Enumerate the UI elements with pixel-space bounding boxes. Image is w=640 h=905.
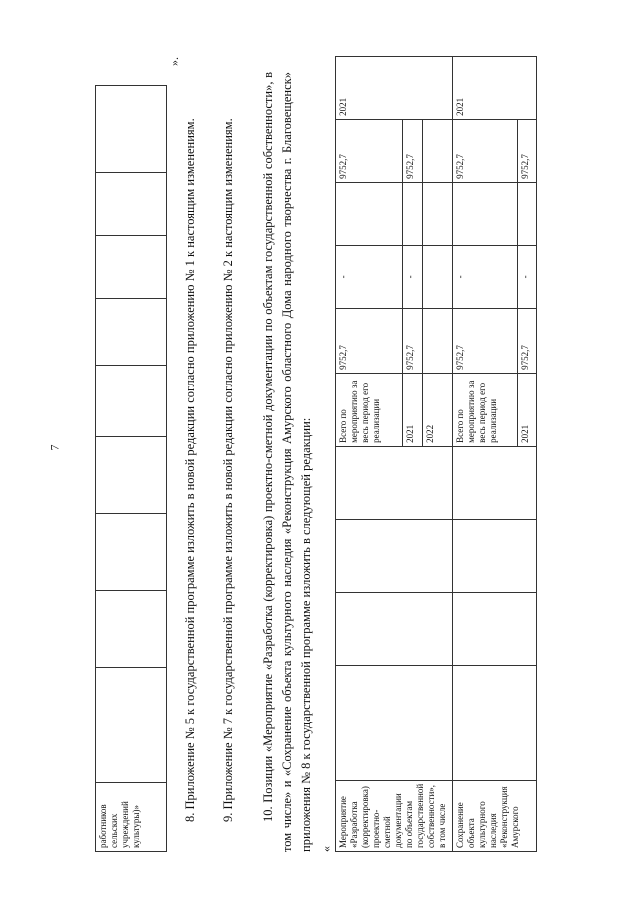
row1-sub1-total: 9752,7 <box>403 308 423 373</box>
table-cell <box>453 665 537 780</box>
table-cell <box>403 182 423 245</box>
paragraph-8 <box>181 72 200 852</box>
table-cell <box>336 446 453 519</box>
cell-line: учреждений <box>120 801 130 848</box>
row1-total: 9752,7 <box>336 308 403 373</box>
closing-quote: ». <box>167 57 181 66</box>
table-row <box>453 56 518 851</box>
main-table <box>335 56 537 852</box>
table-cell <box>96 437 167 514</box>
table-cell <box>336 519 453 592</box>
table-cell <box>518 182 537 245</box>
row1-dash: - <box>336 245 403 308</box>
row1-name: Мероприятие «Разработка (корректировка) проектно-сметной документации по объектам государственной собственности», в том числе <box>336 780 453 851</box>
cell-line: культуры)» <box>131 805 141 848</box>
table-cell <box>422 308 452 373</box>
table-cell <box>96 668 167 783</box>
table-cell <box>453 446 537 519</box>
cell-line: работников <box>98 804 108 848</box>
row1-period-label: Всего по мероприятию за весь период его реализации <box>336 373 403 446</box>
table-cell <box>422 182 452 245</box>
table-cell <box>422 245 452 308</box>
table-cell <box>96 299 167 366</box>
paragraph-10 <box>259 72 316 852</box>
row2-dash: - <box>453 245 518 308</box>
row2-sub1-dash: - <box>518 245 537 308</box>
cell-line: сельских <box>109 813 119 848</box>
row2-sub1-period: 2021 <box>518 373 537 446</box>
row1-sub1-value: 9752,7 <box>403 119 423 182</box>
row1-sub2-period: 2022 <box>422 373 452 446</box>
row1-year: 2021 <box>336 56 453 119</box>
table-cell <box>96 366 167 437</box>
top-table-first-cell <box>96 783 167 852</box>
paragraph-9 <box>219 72 238 852</box>
table-cell <box>96 236 167 299</box>
row2-name: Сохранение объекта культурного наследия «Реконструкция Амурского <box>453 780 537 851</box>
table-row <box>336 56 403 851</box>
top-table-fragment <box>95 85 167 852</box>
opening-quote: « <box>319 846 333 852</box>
table-cell <box>96 86 167 173</box>
table-cell <box>96 173 167 236</box>
table-cell <box>422 119 452 182</box>
paragraph-8-text: 8. Приложение № 5 к государственной программе изложить в новой редакции согласно приложению № 1 к настоящим изменениям. <box>183 118 197 822</box>
row2-year: 2021 <box>453 56 537 119</box>
paragraph-9-text: 9. Приложение № 7 к государственной программе изложить в новой редакции согласно приложению № 2 к настоящим изменениям. <box>221 118 235 822</box>
row2-total: 9752,7 <box>453 308 518 373</box>
table-cell <box>336 182 403 245</box>
table-cell <box>336 665 453 780</box>
page-number: 7 <box>47 444 62 451</box>
row2-sub1-value: 9752,7 <box>518 119 537 182</box>
table-cell <box>336 592 453 665</box>
row1-sub1-period: 2021 <box>403 373 423 446</box>
table-cell <box>453 182 518 245</box>
table-cell <box>96 514 167 591</box>
table-cell <box>453 519 537 592</box>
rotated-content <box>95 52 530 852</box>
table-cell <box>96 591 167 668</box>
row1-value: 9752,7 <box>336 119 403 182</box>
table-cell <box>453 592 537 665</box>
row2-period-label: Всего по мероприятию за весь период его реализации <box>453 373 518 446</box>
row2-sub1-total: 9752,7 <box>518 308 537 373</box>
paragraph-10-text: 10. Позиции «Мероприятие «Разработка (корректировка) проектно-сметной документации по объектам государственной собственности», в том числе» и «Сохранение объекта культурного наследия «Реконструкция Амурского областного Дома народного творчества г. Благовещенск» приложения № 8 к государственной программе изложить в следующей редакции: <box>261 72 313 852</box>
row2-value: 9752,7 <box>453 119 518 182</box>
row1-sub1-dash: - <box>403 245 423 308</box>
